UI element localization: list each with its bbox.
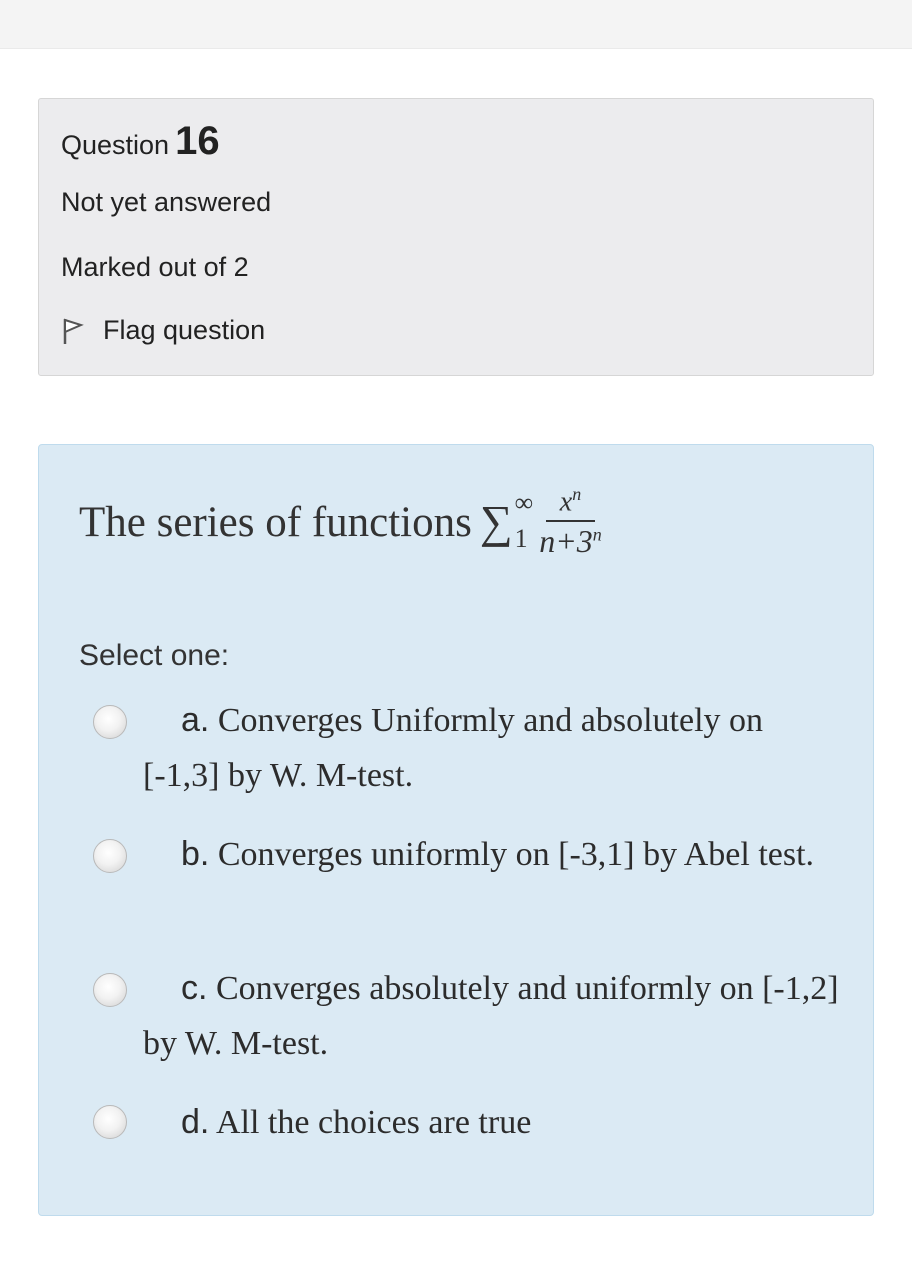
lower-limit: 1	[514, 524, 528, 554]
radio-icon[interactable]	[93, 839, 127, 873]
question-label: Question	[61, 130, 170, 160]
flag-icon	[61, 316, 85, 346]
option-a-letter: a.	[181, 701, 210, 739]
option-a-text	[143, 693, 843, 803]
denominator-base: n+3	[539, 523, 593, 560]
question-content	[38, 444, 874, 1216]
radio-icon[interactable]	[93, 973, 127, 1007]
top-bar	[0, 0, 912, 49]
option-d-text	[143, 1095, 843, 1150]
flag-question-link[interactable]	[61, 315, 265, 346]
question-grade: Marked out of 2	[61, 252, 249, 282]
question-state: Not yet answered	[61, 187, 272, 217]
option-c-text	[143, 961, 843, 1071]
question-number: 16	[175, 119, 220, 163]
question-title	[61, 119, 220, 164]
sum-limits	[514, 488, 534, 554]
question-info	[38, 98, 874, 376]
option-b-text	[143, 827, 843, 882]
upper-limit: ∞	[514, 488, 534, 518]
option-d-letter: d.	[181, 1103, 210, 1141]
option-c-letter: c.	[181, 969, 208, 1007]
option-a-label: Converges Uniformly and absolutely on [-1,3] by W. M-test.	[143, 702, 764, 794]
option-c-label: Converges absolutely and uniformly on [-1,2] by W. M-test.	[143, 970, 839, 1062]
fraction	[539, 485, 602, 559]
question-text	[79, 485, 602, 559]
denominator	[539, 522, 602, 559]
radio-icon[interactable]	[93, 1105, 127, 1139]
series-formula	[480, 485, 602, 559]
numerator	[546, 485, 595, 522]
option-b-letter: b.	[181, 835, 210, 873]
numerator-base: x	[559, 486, 573, 518]
denominator-exponent: n	[592, 524, 602, 545]
select-one-prompt: Select one:	[79, 639, 230, 672]
numerator-exponent: n	[572, 484, 582, 504]
sigma-symbol: ∑	[479, 496, 513, 548]
radio-icon[interactable]	[93, 705, 127, 739]
question-text-label: The series of functions	[79, 498, 472, 546]
flag-question-label: Flag question	[103, 315, 266, 345]
option-b-label: Converges uniformly on [-3,1] by Abel test.	[217, 836, 815, 873]
option-d-label: All the choices are true	[215, 1104, 532, 1141]
